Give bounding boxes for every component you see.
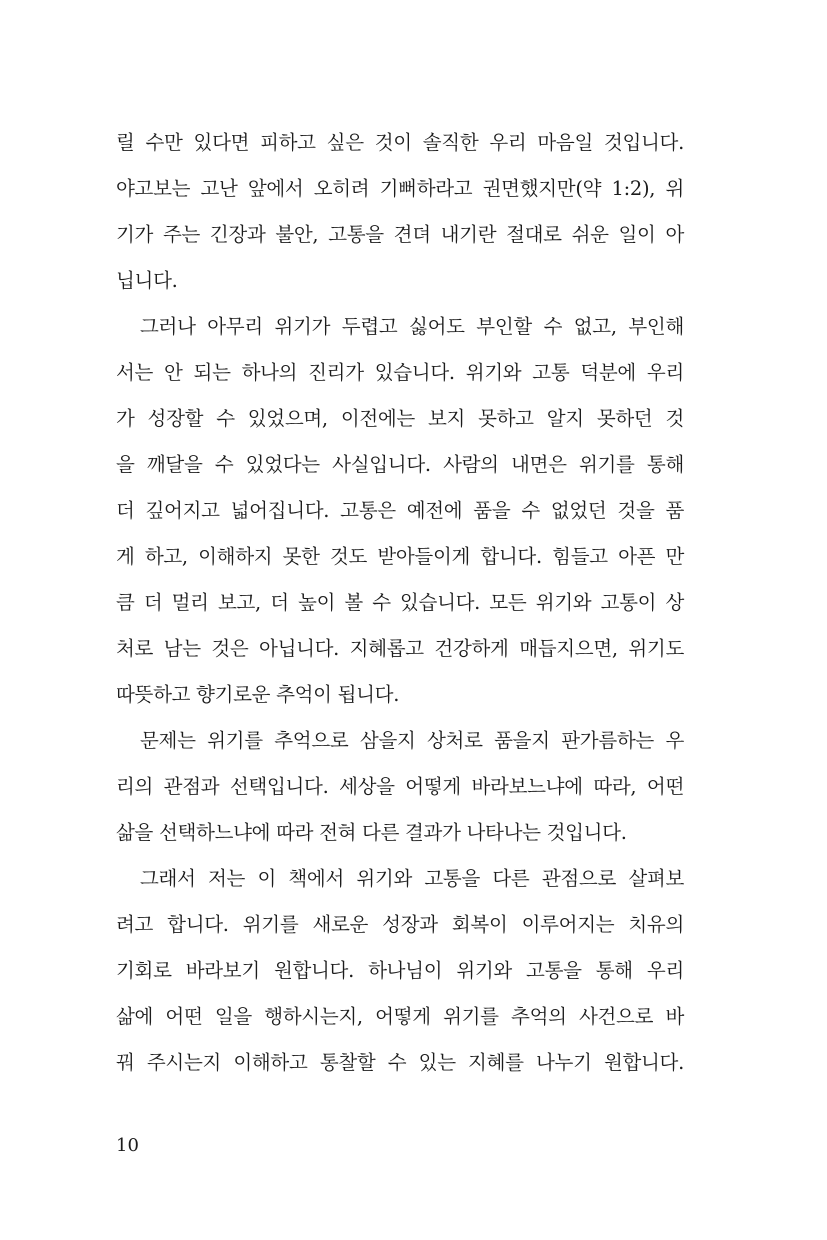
text-line: 큼 더 멀리 보고, 더 높이 볼 수 있습니다. 모든 위기와 고통이 상	[116, 591, 684, 614]
page-number: 10	[116, 1135, 139, 1156]
text-line: 려고 합니다. 위기를 새로운 성장과 회복이 이루어지는 치유의	[116, 913, 684, 936]
text-line: 릴 수만 있다면 피하고 싶은 것이 솔직한 우리 마음일 것입니다.	[116, 131, 684, 154]
text-line: 따뜻하고 향기로운 추억이 됩니다.	[116, 683, 400, 706]
text-line: 더 깊어지고 넓어집니다. 고통은 예전에 품을 수 없었던 것을 품	[116, 499, 684, 522]
text-line: 그러나 아무리 위기가 두렵고 싫어도 부인할 수 없고, 부인해	[140, 315, 684, 338]
text-line: 처로 남는 것은 아닙니다. 지혜롭고 건강하게 매듭지으면, 위기도	[116, 637, 684, 660]
text-line: 꿔 주시는지 이해하고 통찰할 수 있는 지혜를 나누기 원합니다.	[116, 1051, 684, 1074]
text-line: 기회로 바라보기 원합니다. 하나님이 위기와 고통을 통해 우리	[116, 959, 684, 982]
text-line: 게 하고, 이해하지 못한 것도 받아들이게 합니다. 힘들고 아픈 만	[116, 545, 684, 568]
text-line: 닙니다.	[116, 269, 178, 292]
text-line: 문제는 위기를 추억으로 삼을지 상처로 품을지 판가름하는 우	[140, 729, 684, 752]
body-text	[116, 120, 684, 1086]
text-line: 야고보는 고난 앞에서 오히려 기뻐하라고 권면했지만(약 1:2), 위	[116, 177, 684, 200]
text-line: 서는 안 되는 하나의 진리가 있습니다. 위기와 고통 덕분에 우리	[116, 361, 684, 384]
text-line: 리의 관점과 선택입니다. 세상을 어떻게 바라보느냐에 따라, 어떤	[116, 775, 684, 798]
text-line: 을 깨달을 수 있었다는 사실입니다. 사람의 내면은 위기를 통해	[116, 453, 684, 476]
text-line: 가 성장할 수 있었으며, 이전에는 보지 못하고 알지 못하던 것	[116, 407, 684, 430]
text-line: 기가 주는 긴장과 불안, 고통을 견뎌 내기란 절대로 쉬운 일이 아	[116, 223, 684, 246]
text-line: 삶에 어떤 일을 행하시는지, 어떻게 위기를 추억의 사건으로 바	[116, 1005, 684, 1028]
text-line: 그래서 저는 이 책에서 위기와 고통을 다른 관점으로 살펴보	[140, 867, 684, 890]
text-line: 삶을 선택하느냐에 따라 전혀 다른 결과가 나타나는 것입니다.	[116, 821, 627, 844]
